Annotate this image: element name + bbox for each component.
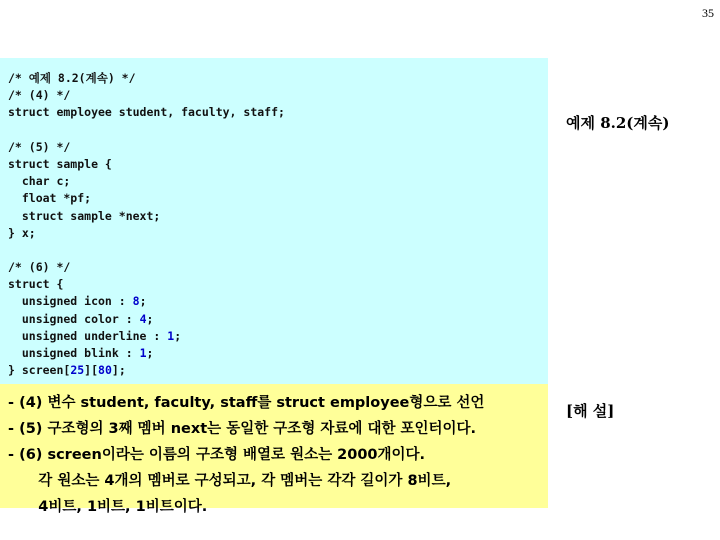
code-line: struct sample { <box>8 156 112 171</box>
page-number: 35 <box>702 6 714 20</box>
explanation-line: - (4) 변수 student, faculty, staff를 struct employee형으로 선언 <box>8 395 485 411</box>
explanation-line: 4비트, 1비트, 1비트이다. <box>8 499 208 515</box>
code-line: unsigned color : 4; <box>8 311 154 326</box>
code-panel <box>0 58 548 384</box>
code-line: unsigned icon : 8; <box>8 294 147 309</box>
code-line: struct sample *next; <box>8 208 161 223</box>
code-line: unsigned underline : 1; <box>8 328 182 343</box>
code-line <box>8 242 285 259</box>
code-line: /* (6) */ <box>8 260 71 275</box>
number-literal: 25 <box>70 363 85 378</box>
number-literal: 80 <box>98 363 112 378</box>
code-line: /* 예제 8.2(계속) */ <box>8 71 136 85</box>
code-line: struct { <box>8 277 64 292</box>
explanation-line: 각 원소는 4개의 멤버로 구성되고, 각 멤버는 각각 길이가 8비트, <box>8 473 452 489</box>
number-literal: 1 <box>167 328 175 343</box>
code-line: } screen[25][80]; <box>8 363 126 378</box>
number-literal: 4 <box>139 311 147 326</box>
code-line: /* (4) */ <box>8 88 71 103</box>
code-line: } x; <box>8 225 36 240</box>
code-line: unsigned blink : 1; <box>8 346 154 360</box>
number-literal: 8 <box>132 294 140 309</box>
explanation-text <box>8 390 484 520</box>
code-line: char c; <box>8 174 71 189</box>
number-literal: 1 <box>139 346 147 360</box>
explanation-heading: [해 설] <box>566 402 615 420</box>
explanation-line: - (6) screen이라는 이름의 구조형 배열로 원소는 2000개이다. <box>8 447 426 463</box>
code-listing <box>8 70 285 379</box>
explanation-panel <box>0 384 548 515</box>
example-title: 예제 8.2(계속) <box>566 114 670 132</box>
code-line: float *pf; <box>8 191 92 206</box>
code-line: struct employee student, faculty, staff; <box>8 105 285 120</box>
code-line <box>8 122 285 139</box>
explanation-line: - (5) 구조형의 3째 멤버 next는 동일한 구조형 자료에 대한 포인터이다. <box>8 421 477 437</box>
code-line: /* (5) */ <box>8 139 71 154</box>
